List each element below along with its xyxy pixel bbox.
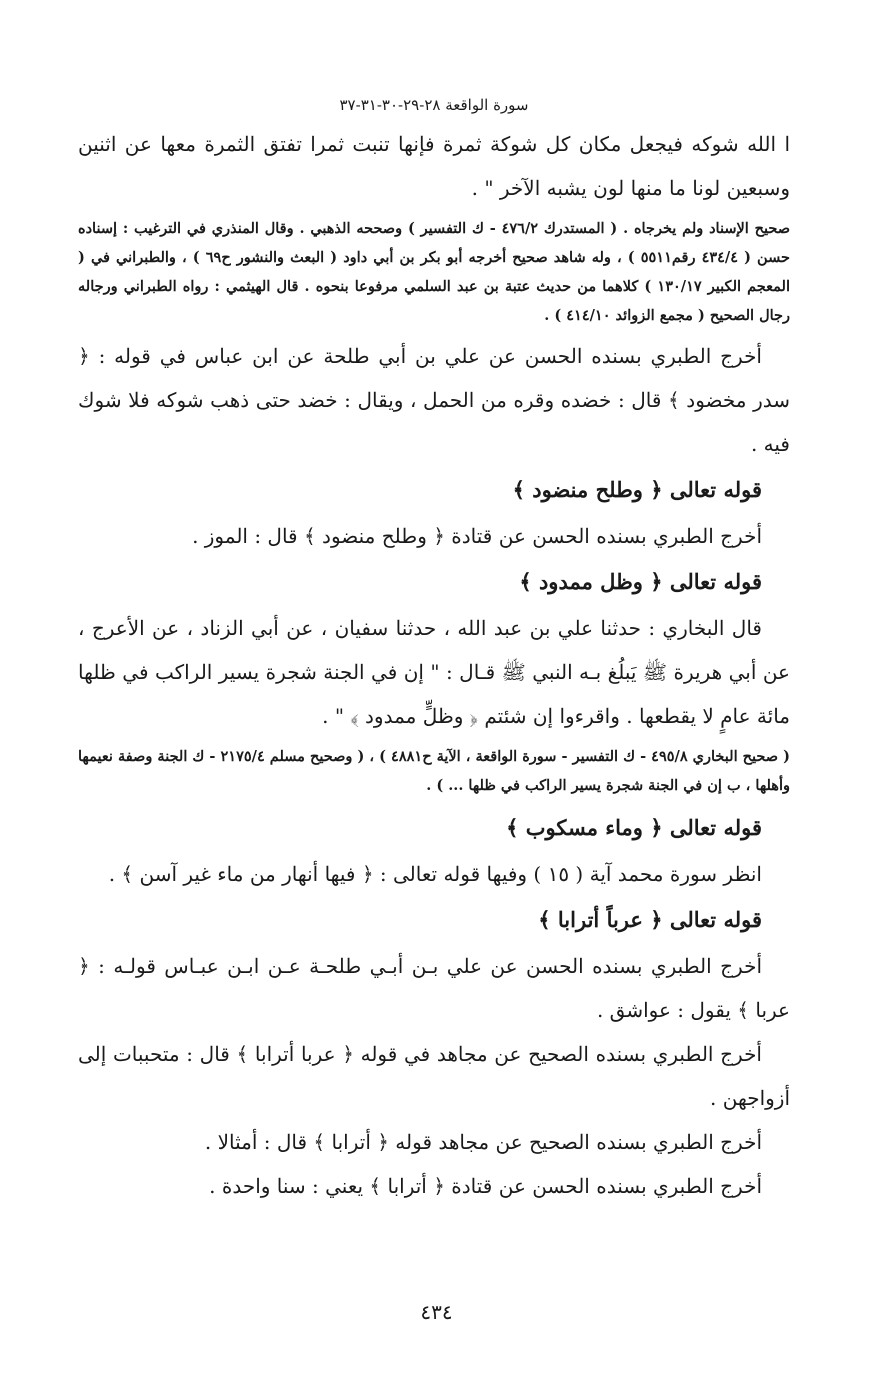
section-heading-talh-mandud: قوله تعالى ﴿ وطلح منضود ﴾ xyxy=(512,477,762,502)
paragraph-talh-mandud: أخرج الطبري بسنده الحسن عن قتادة ﴿ وطلح منضود ﴾ قال : الموز . xyxy=(192,524,762,548)
paragraph-atraba-qatada: أخرج الطبري بسنده الحسن عن قتادة ﴿ أترابا ﴾ يعني : سنا واحدة . xyxy=(209,1174,762,1198)
paragraph-sidr-makhdud: أخرج الطبري بسنده الحسن عن علي بن أبي طلحة عن ابن عباس في قوله : ﴿ سدر مخضود ﴾ قال : خضده وقره من الحمل ، ويقال : خضد حتى ذهب شوكه فلا شوك فيه . xyxy=(78,344,790,456)
paragraph-uruban-mujahid: أخرج الطبري بسنده الصحيح عن مجاهد في قوله ﴿ عربا أترابا ﴾ قال : متحببات إلى أزواجهن . xyxy=(78,1042,790,1110)
section-heading-zill-mamdud: قوله تعالى ﴿ وظل ممدود ﴾ xyxy=(519,569,762,594)
paragraph-uruban-ibn-abbas: أخرج الطبري بسنده الحسن عن علي بـن أبـي طلحـة عـن ابـن عبـاس قولـه : ﴿ عربا ﴾ يقول : عواشق . xyxy=(78,954,790,1022)
paragraph-bukhari-hadith: قال البخاري : حدثنا علي بن عبد الله ، حدثنا سفيان ، عن أبي الزناد ، عن الأعرج ، عن أبي هريرة ﷺ يَبلُغ بـه النبي ﷺ قـال : " إن في الجنة شجرة يسير الراكب في ظلها مائة عامٍ لا يقطعها . واقرءوا إن شئتم ﴿ وظلٍّ ممدود ﴾ " . xyxy=(78,616,790,728)
section-heading-maa-maskub: قوله تعالى ﴿ وماء مسكوب ﴾ xyxy=(506,815,762,840)
page-number: ٤٣٤ xyxy=(420,1300,453,1324)
paragraph-atraba-mujahid: أخرج الطبري بسنده الصحيح عن مجاهد قوله ﴿ أترابا ﴾ قال : أمثالا . xyxy=(204,1130,762,1154)
footnote-bukhari-muslim: ( صحيح البخاري ٤٩٥/٨ - ك التفسير - سورة الواقعة ، الآية ح٤٨٨١ ) ، ( وصحيح مسلم ٢١٧٥/٤ - ك الجنة وصفة نعيمها وأهلها ، ب إن في الجنة شجرة يسير الراكب في ظلها ... ) . xyxy=(78,748,790,794)
section-heading-uruban-atraba: قوله تعالى ﴿ عرباً أترابا ﴾ xyxy=(538,907,762,932)
footnote-takhrij: صحيح الإسناد ولم يخرجاه . ( المستدرك ٤٧٦/٢ - ك التفسير ) وصححه الذهبي . وقال المنذري في الترغيب : إسناده حسن ( ٤٣٤/٤ رقم٥٥١١ ) ، وله شاهد صحيح أخرجه أبو بكر بن أبي داود ( البعث والنشور ح٦٩ ) ، والطبراني في ( المعجم الكبير ١٣٠/١٧ ) كلاهما من حديث عتبة بن عبد السلمي مرفوعا بنحوه . قال الهيثمي : رواه الطبراني ورجاله رجال الصحيح ( مجمع الزوائد ٤١٤/١٠ ) . xyxy=(78,220,790,324)
paragraph-continuation: ا الله شوكه فيجعل مكان كل شوكة ثمرة فإنها تنبت ثمرا تفتق الثمرة معها عن اثنين وسبعين لونا ما منها لون يشبه الآخر " . xyxy=(78,132,790,200)
running-head: سورة الواقعة ٢٨-٢٩-٣٠-٣١-٣٧ xyxy=(339,96,529,114)
paragraph-maa-maskub: انظر سورة محمد آية ( ١٥ ) وفيها قوله تعالى : ﴿ فيها أنهار من ماء غير آسن ﴾ . xyxy=(108,862,762,886)
page-body xyxy=(78,96,790,1208)
